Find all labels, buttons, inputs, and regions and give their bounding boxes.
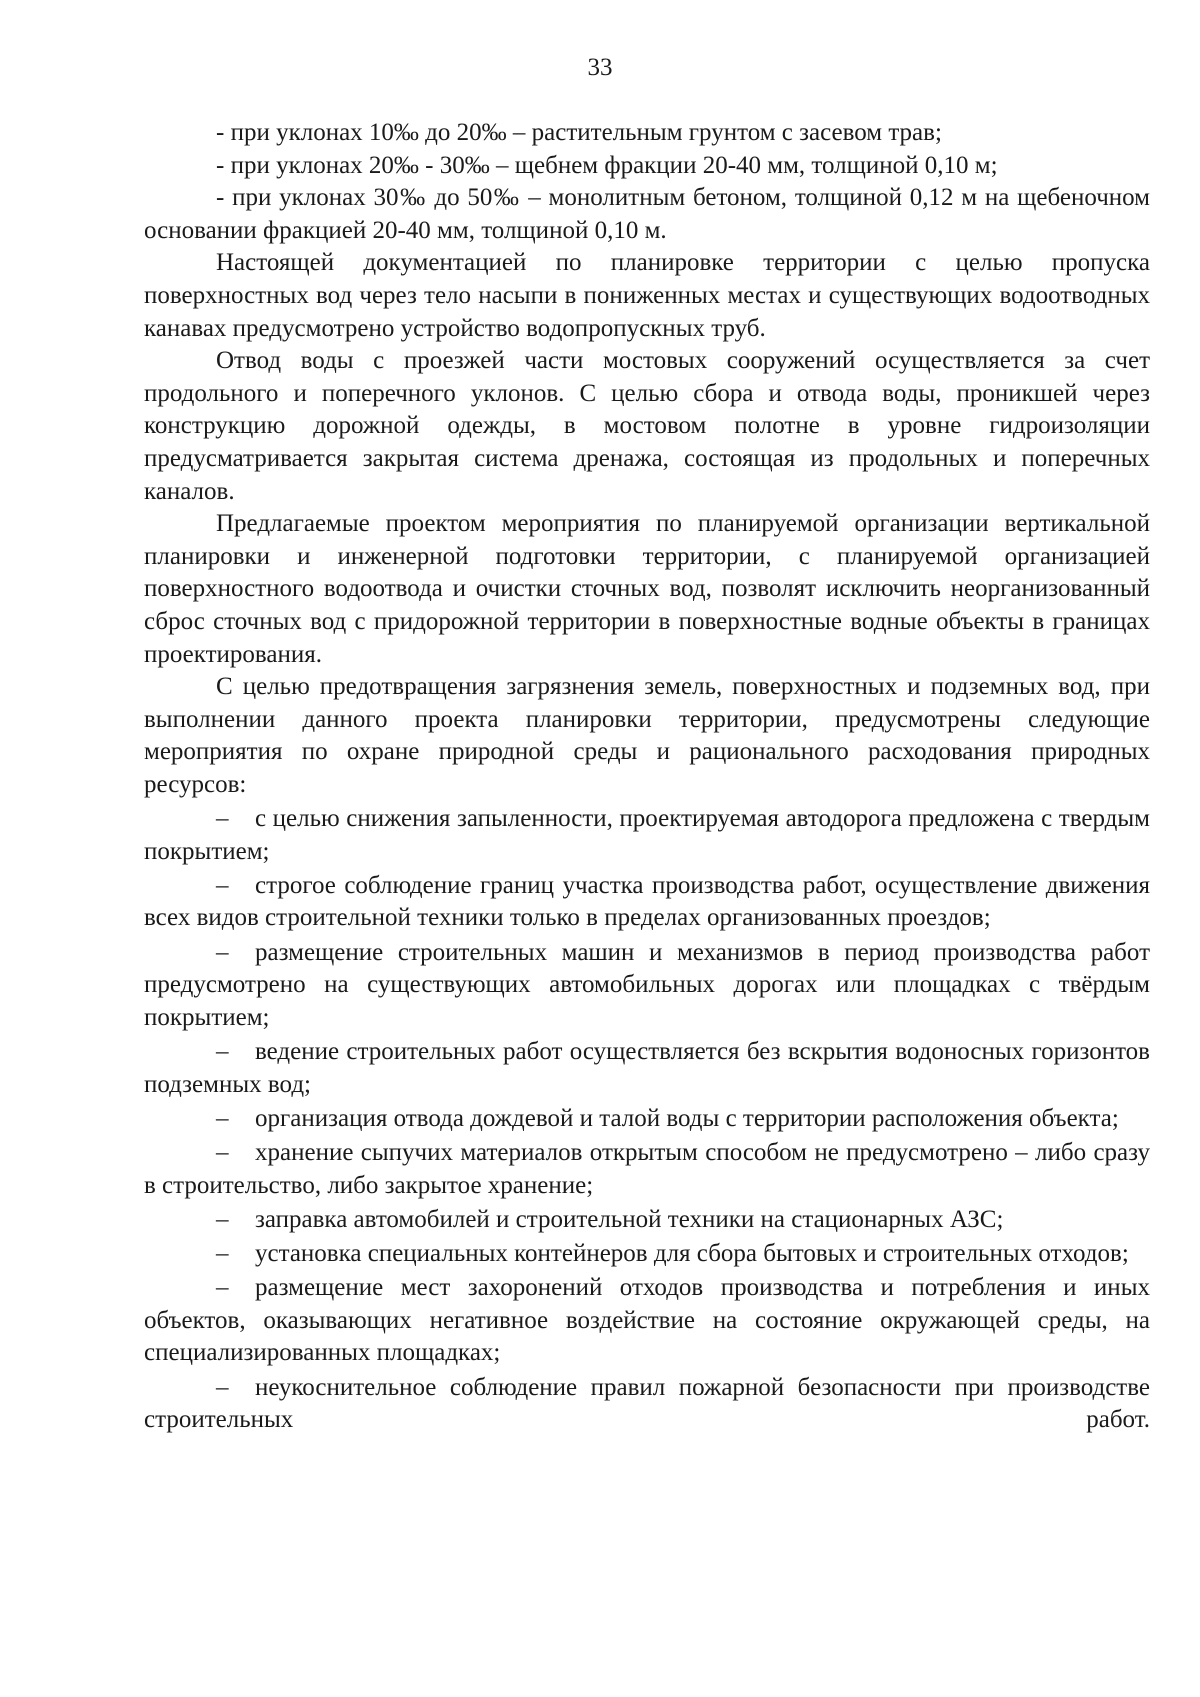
measure-item-dust	[144, 803, 1150, 868]
list-dash: –	[216, 1038, 229, 1065]
list-item-text: установка специальных контейнеров для сбора бытовых и строительных отходов;	[255, 1239, 1129, 1267]
list-item-text: размещение строительных машин и механизмов в период производства работ предусмотрено на существующих автомобильных дорогах или площадках с твёрдым покрытием;	[144, 938, 1150, 1031]
list-dash: –	[216, 871, 229, 899]
list-item-text: ведение строительных работ осуществляется без вскрытия водоносных горизонтов подземных вод;	[144, 1038, 1150, 1098]
slope-item-30-50: - при уклонах 30‰ до 50‰ – монолитным бетоном, толщиной 0,12 м на щебеночном основании фракцией 20-40 мм, толщиной 0,10 м.	[144, 184, 1150, 244]
bridge-drainage-paragraph: Отвод воды с проезжей части мостовых сооружений осуществляется за счет продольного и поперечного уклонов. С целью сбора и отвода воды, проникшей через конструкцию дорожной одежды, в мостовом полотне в уровне гидроизоляции предусматривается закрытая система дренажа, состоящая из продольных и поперечных каналов.	[144, 347, 1150, 505]
list-dash: –	[216, 805, 229, 833]
slope-item-10-20: - при уклонах 10‰ до 20‰ – растительным грунтом с засевом трав;	[216, 119, 942, 146]
list-item-text: хранение сыпучих материалов открытым способом не предусмотрено – либо сразу в строительство, либо закрытое хранение;	[144, 1138, 1150, 1199]
measure-item-refueling	[144, 1204, 1150, 1237]
list-dash: –	[216, 1239, 229, 1267]
measure-item-machinery	[144, 937, 1150, 1035]
list-item-text: с целью снижения запыленности, проектируемая автодорога предложена с твердым покрытием;	[144, 805, 1150, 865]
planning-measures-paragraph: Предлагаемые проектом мероприятия по планируемой организации вертикальной планировки и инженерной подготовки территории, с планируемой организацией поверхностного водоотвода и очистки сточных вод, позволят исключить неорганизованный сброс сточных вод с придорожной территории в поверхностные водные объекты в границах проектирования.	[144, 510, 1150, 668]
environment-intro-paragraph: С целью предотвращения загрязнения земель, поверхностных и подземных вод, при выполнении данного проекта планировки территории, предусмотрены следующие мероприятия по охране природной среды и рационального расходования природных ресурсов:	[144, 673, 1150, 798]
list-item-text: заправка автомобилей и строительной техники на стационарных АЗС;	[255, 1205, 1004, 1233]
list-dash: –	[216, 938, 229, 966]
measure-item-waste-disposal	[144, 1272, 1150, 1370]
list-dash: –	[216, 1274, 229, 1302]
list-dash: –	[216, 1205, 229, 1233]
measure-item-aquifers	[144, 1036, 1150, 1101]
page-number: 33	[587, 54, 613, 81]
measure-item-containers	[144, 1238, 1150, 1271]
list-dash: –	[216, 1104, 229, 1132]
list-item-text: организация отвода дождевой и талой воды с территории расположения объекта;	[255, 1104, 1119, 1132]
document-body	[144, 117, 1150, 1437]
slope-item-20-30: - при уклонах 20‰ - 30‰ – щебнем фракции 20-40 мм, толщиной 0,10 м;	[216, 151, 998, 179]
list-dash: –	[216, 1373, 229, 1401]
list-item-text: строгое соблюдение границ участка производства работ, осуществление движения всех видов строительной техники только в пределах организованных проездов;	[144, 871, 1150, 932]
measure-item-rainwater	[144, 1103, 1150, 1136]
list-item-text: неукоснительное соблюдение правил пожарной безопасности при производстве строительных работ.	[144, 1373, 1150, 1434]
list-dash: –	[216, 1138, 229, 1166]
measure-item-fire-safety	[144, 1372, 1150, 1437]
measure-item-bulk-storage	[144, 1137, 1150, 1202]
culverts-paragraph: Настоящей документацией по планировке территории с целью пропуска поверхностных вод через тело насыпи в пониженных местах и существующих водоотводных канавах предусмотрено устройство водопропускных труб.	[144, 249, 1150, 342]
measure-item-boundaries	[144, 870, 1150, 935]
list-item-text: размещение мест захоронений отходов производства и потребления и иных объектов, оказывающих негативное воздействие на состояние окружающей среды, на специализированных площадках;	[144, 1274, 1150, 1367]
